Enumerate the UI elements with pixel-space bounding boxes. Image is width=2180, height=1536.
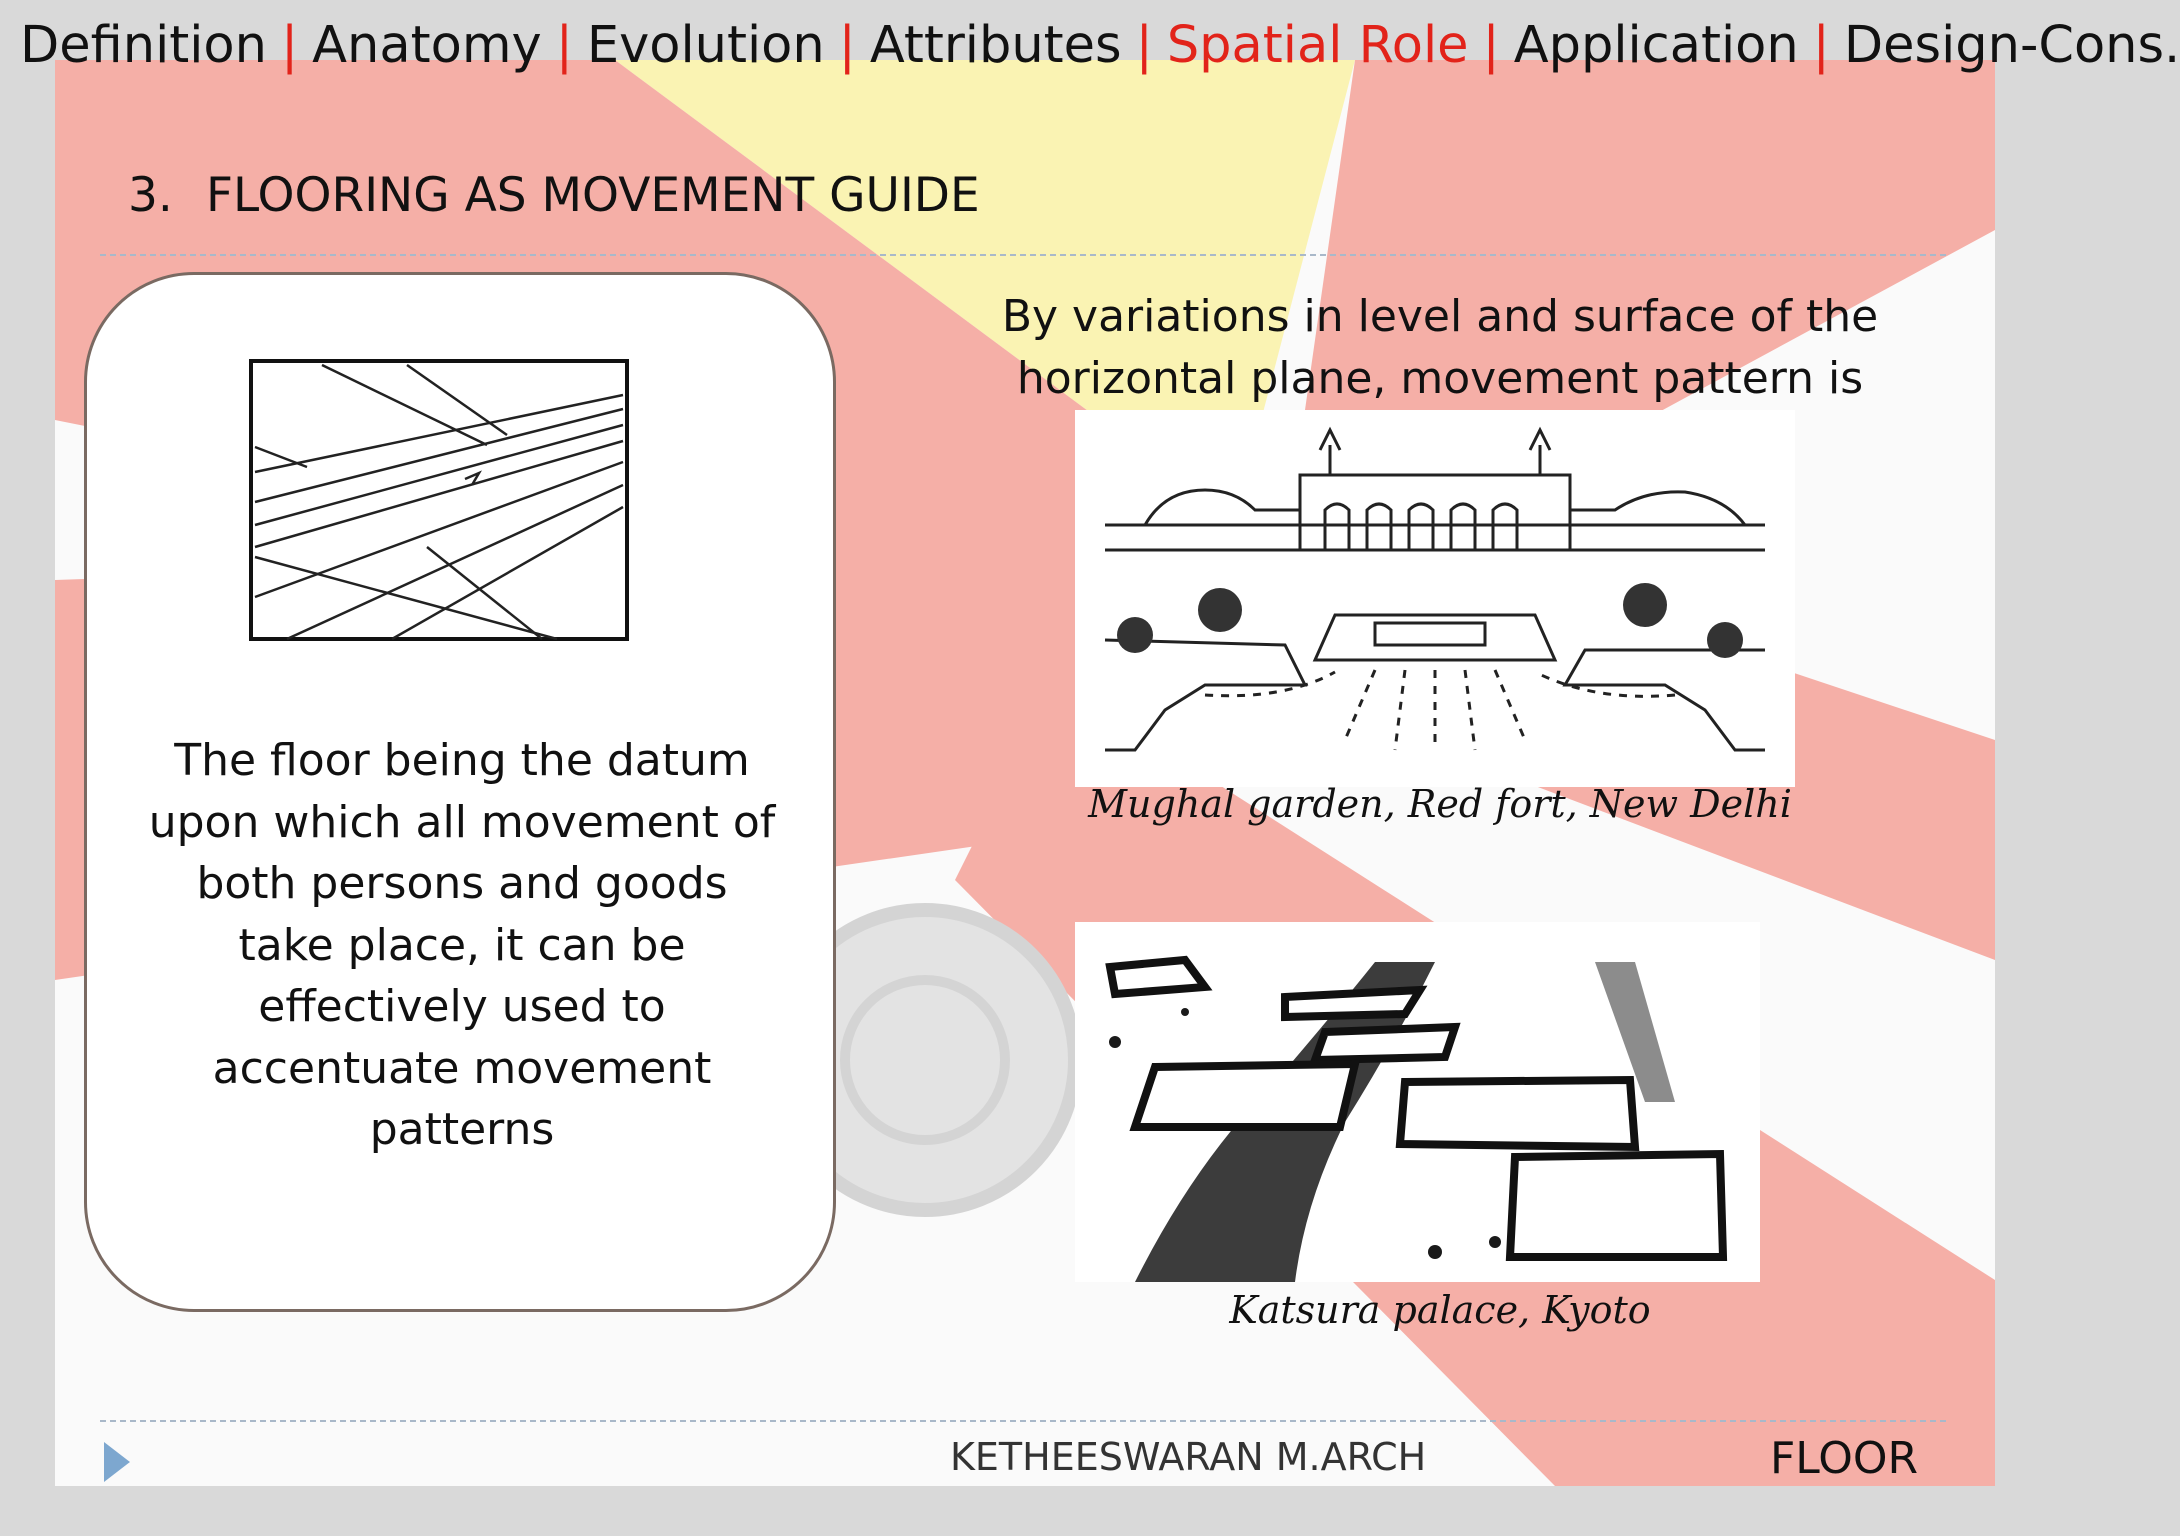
play-icon[interactable] [104, 1442, 130, 1482]
nav-item-evolution[interactable]: Evolution [586, 16, 825, 75]
nav-separator: | [555, 16, 573, 75]
nav-separator: | [280, 16, 299, 75]
movement-lines-diagram [247, 357, 631, 643]
section-number: 3. [128, 168, 173, 223]
nav-separator: | [1482, 16, 1500, 75]
nav-item-application[interactable]: Application [1513, 16, 1799, 75]
top-divider [100, 254, 1946, 256]
nav-item-anatomy[interactable]: Anatomy [312, 16, 542, 75]
nav-item-attributes[interactable]: Attributes [869, 16, 1122, 75]
movement-card [84, 272, 836, 1312]
nav-separator: | [1812, 16, 1830, 75]
section-title-text: FLOORING AS MOVEMENT GUIDE [206, 168, 980, 223]
katsura-path-sketch [1075, 922, 1760, 1282]
card-description: The floor being the datum upon which all movement of both persons and goods take place, it can be effectively used to accentuate movement patterns [148, 735, 776, 1155]
mughal-garden-sketch [1075, 410, 1795, 787]
footer-topic: FLOOR [1770, 1433, 1919, 1484]
bottom-divider [100, 1420, 1946, 1422]
nav-separator: | [838, 16, 856, 75]
nav-item-design-cons[interactable]: Design-Cons. [1843, 16, 2180, 75]
intro-text: By variations in level and surface of the horizontal plane, movement pattern is [1001, 291, 1879, 404]
top-navigation [20, 16, 2180, 76]
figure-caption-mughal: Mughal garden, Red fort, New Delhi [1088, 782, 1792, 826]
nav-item-spatial-role[interactable]: Spatial Role [1166, 16, 1469, 75]
footer-author: KETHEESWARAN M.ARCH [950, 1435, 1427, 1479]
section-title [128, 168, 980, 223]
nav-item-definition[interactable]: Definition [20, 16, 267, 75]
figure-caption-katsura: Katsura palace, Kyoto [1229, 1288, 1651, 1332]
nav-separator: | [1135, 16, 1153, 75]
